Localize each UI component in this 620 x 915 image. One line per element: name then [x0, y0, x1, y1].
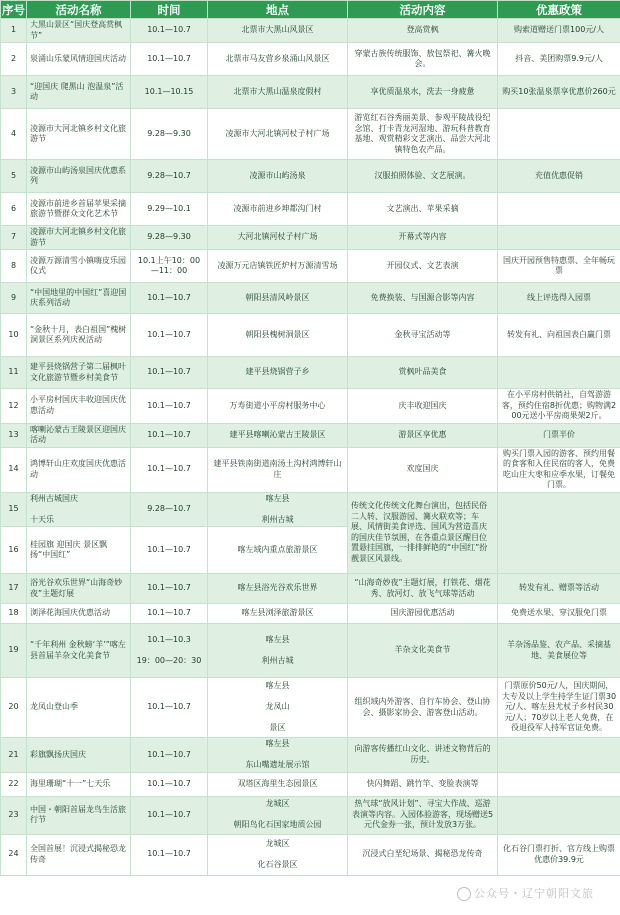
- cell-name: 浴光谷欢乐世界“山海奇妙夜”主题灯展: [27, 574, 131, 604]
- cell-policy: 充值优惠促销: [498, 160, 620, 193]
- cell-place: 喀左县 利州古城: [208, 492, 348, 527]
- cell-no: 6: [1, 193, 27, 226]
- cell-policy: 购买10张温泉票享优惠价260元: [498, 76, 620, 109]
- header-time: 时间: [131, 1, 208, 19]
- cell-name: 全国首展！沉浸式揭秘恐龙传奇: [27, 834, 131, 875]
- cell-content: 开幕式等内容: [348, 226, 498, 250]
- cell-time: 10.1—10.7: [131, 314, 208, 357]
- cell-name: 大黑山景区“国庆登高赏枫节”: [27, 19, 131, 43]
- cell-policy: 购买门票入园的游客、预约用餐的食客和入住民宿的客人，免费吃山庄大枣和应季水果，订餐免门票。: [498, 447, 620, 492]
- table-row: [1, 678, 620, 738]
- table-row: [1, 447, 620, 492]
- cell-name: 凌源市大河北镇乡村文化旅游节: [27, 109, 131, 160]
- header-no: 序号: [2, 2, 25, 17]
- cell-no: 16: [1, 527, 27, 574]
- cell-content: 金秋寻宝活动等: [348, 314, 498, 357]
- cell-policy: 免费送水果、穿汉服免门票: [498, 604, 620, 624]
- cell-time: 10.1—10.7: [131, 423, 208, 447]
- cell-content: 沉浸式白垩纪场景、揭秘恐龙传奇: [348, 834, 498, 875]
- cell-place: 凌源市山屿汤泉: [208, 160, 348, 193]
- cell-time: 9.28—10.7: [131, 160, 208, 193]
- cell-name: 泉涌山乐蒙风情迎国庆活动: [27, 43, 131, 76]
- cell-time: 10.1—10.7: [131, 604, 208, 624]
- table-row: [1, 738, 620, 773]
- cell-content: 文艺演出、苹果采摘: [348, 193, 498, 226]
- cell-content: 赏枫叶品美食: [348, 357, 498, 389]
- cell-policy: 购索道赠送门票100元/人: [498, 19, 620, 43]
- watermark: 公众号・辽宁朝阳文旅: [457, 885, 594, 901]
- cell-place: 北票市马友营乡泉涌山风景区: [208, 43, 348, 76]
- table-row: [1, 624, 620, 678]
- cell-content: 穿蒙古族传统服饰、敖包祭祀、篝火晚会。: [348, 43, 498, 76]
- cell-content: 庆丰收迎国庆: [348, 389, 498, 424]
- cell-place: 喀左县浴光谷欢乐世界: [208, 574, 348, 604]
- cell-time: 10.1—10.7: [131, 527, 208, 574]
- cell-time: 10.1—10.7: [131, 357, 208, 389]
- table-row: [1, 357, 620, 389]
- cell-content: 享优质温泉水，洗去一身疲惫: [348, 76, 498, 109]
- cell-policy: [498, 796, 620, 834]
- cell-no: 17: [1, 574, 27, 604]
- table-body: [1, 19, 620, 876]
- cell-no: 12: [1, 389, 27, 424]
- cell-place: 凌源万元店镇铁匠炉村万源清雪场: [208, 250, 348, 283]
- table-row: [1, 796, 620, 834]
- table-row: [1, 76, 620, 109]
- cell-content: 向游客传播红山文化、讲述文物背后的历史。: [348, 738, 498, 773]
- cell-place: 北票市大黑山温泉度假村: [208, 76, 348, 109]
- cell-policy: 抖音、美团购票9.9元/人: [498, 43, 620, 76]
- table-row: [1, 43, 620, 76]
- cell-place: 朝阳县清风岭景区: [208, 283, 348, 314]
- cell-name: 浏泽花海国庆优惠活动: [27, 604, 131, 624]
- cell-time: 9.28—9.30: [131, 109, 208, 160]
- cell-name: 凌源市山屿汤泉国庆优惠系列: [27, 160, 131, 193]
- cell-no: 2: [1, 43, 27, 76]
- table-row: [1, 772, 620, 796]
- cell-name: 凌源万源清雪小镇嗨皮乐园仪式: [27, 250, 131, 283]
- table-row: [1, 109, 620, 160]
- cell-time: 10.1—10.7: [131, 19, 208, 43]
- cell-policy: [498, 226, 620, 250]
- cell-no: 18: [1, 604, 27, 624]
- cell-time: 10.1—10.7: [131, 574, 208, 604]
- cell-name: “金秋十月，表白祖国”槐树洞景区系列庆祝活动: [27, 314, 131, 357]
- cell-time: 10.1上午10：00—11：00: [131, 250, 208, 283]
- table-row: [1, 389, 620, 424]
- cell-policy: 门票半价: [498, 423, 620, 447]
- cell-time: 9.29—10.1: [131, 193, 208, 226]
- table-row: [1, 160, 620, 193]
- cell-policy: 羊杂汤品鉴、农产品、采摘基地、美食展位等: [498, 624, 620, 678]
- cell-name: “中国地里的中国红”喜迎国庆系列活动: [27, 283, 131, 314]
- cell-no: 5: [1, 160, 27, 193]
- cell-place: 大河北镇河杖子村广场: [208, 226, 348, 250]
- header-name: 活动名称: [27, 1, 131, 19]
- cell-no: 10: [1, 314, 27, 357]
- cell-place: 龙城区 化石谷景区: [208, 834, 348, 875]
- cell-policy: [498, 357, 620, 389]
- cell-time: 10.1—10.7: [131, 834, 208, 875]
- table-row: [1, 250, 620, 283]
- cell-place: 喀左县浏泽旅游景区: [208, 604, 348, 624]
- cell-content: 快闪舞蹈、跳竹竿、变脸表演等: [348, 772, 498, 796]
- cell-policy: [498, 772, 620, 796]
- cell-name: 鸿博轩山庄欢度国庆优惠活动: [27, 447, 131, 492]
- cell-policy: [498, 109, 620, 160]
- cell-content: “山海奇妙夜”主题灯展，打铁花、烟花秀、放河灯、放飞气球等活动: [348, 574, 498, 604]
- cell-no: 8: [1, 250, 27, 283]
- cell-policy: 化石谷门票打折、官方线上购票优惠价39.9元: [498, 834, 620, 875]
- cell-no: 15: [1, 492, 27, 527]
- cell-name: 龙凤山登山季: [27, 678, 131, 738]
- cell-no: 19: [1, 624, 27, 678]
- cell-time: 10.1—10.3 19：00—20：30: [131, 624, 208, 678]
- cell-content: 登高赏枫: [348, 19, 498, 43]
- cell-time: 10.1—10.7: [131, 678, 208, 738]
- cell-no: 3: [1, 76, 27, 109]
- cell-content: 免费换装、与国源合影等内容: [348, 283, 498, 314]
- cell-time: 9.28—9.30: [131, 226, 208, 250]
- cell-place: 凌源市大河北镇河杖子村广场: [208, 109, 348, 160]
- cell-place: 双塔区海里生态园景区: [208, 772, 348, 796]
- cell-place: 万寿街道小平房村服务中心: [208, 389, 348, 424]
- cell-time: 10.1—10.7: [131, 283, 208, 314]
- table-row: [1, 423, 620, 447]
- cell-content: 汉服拍照体验、文艺展演。: [348, 160, 498, 193]
- cell-name: 喀喇沁蒙古王陵景区迎国庆活动: [27, 423, 131, 447]
- cell-place: 喀左县 利州古城: [208, 624, 348, 678]
- cell-place: 建平县烧锅营子乡: [208, 357, 348, 389]
- cell-place: 朝阳县槐树洞景区: [208, 314, 348, 357]
- cell-no: 7: [1, 226, 27, 250]
- cell-name: 小平房村国庆丰收迎国庆优惠活动: [27, 389, 131, 424]
- table-row: [1, 834, 620, 875]
- cell-time: 10.1—10.7: [131, 389, 208, 424]
- table-row: [1, 19, 620, 43]
- cell-no: 13: [1, 423, 27, 447]
- cell-no: 4: [1, 109, 27, 160]
- cell-content: 国庆游园优惠活动: [348, 604, 498, 624]
- cell-policy: 国庆开园预售特惠票、全年畅玩票: [498, 250, 620, 283]
- table-row: [1, 492, 620, 527]
- cell-name: 利州古城国庆 十天乐: [27, 492, 131, 527]
- cell-time: 10.1—10.7: [131, 447, 208, 492]
- cell-name: 建平县烧锅营子第二届枫叶文化旅游节暨乡村美食节: [27, 357, 131, 389]
- cell-no: 14: [1, 447, 27, 492]
- table-header: [1, 1, 620, 19]
- cell-policy: 在小平房村供销社，自驾游游客，预约住宿8折优惠；购物满200元送小平房商果架2斤。: [498, 389, 620, 424]
- cell-no: 1: [1, 19, 27, 43]
- wechat-icon: [457, 887, 471, 901]
- cell-no: 21: [1, 738, 27, 773]
- cell-name: 中国・朝阳首届龙鸟生活旅行节: [27, 796, 131, 834]
- cell-policy: 转发有礼、向祖国表白赢门票: [498, 314, 620, 357]
- cell-no: 9: [1, 283, 27, 314]
- cell-no: 24: [1, 834, 27, 875]
- cell-no: 22: [1, 772, 27, 796]
- cell-place: 喀左县 东山嘴遗址展示馆: [208, 738, 348, 773]
- cell-place: 北票市大黑山风景区: [208, 19, 348, 43]
- cell-name: 桂园旗 迎国庆 景区飘扬“中国红”: [27, 527, 131, 574]
- cell-policy: [498, 738, 620, 773]
- cell-content: 羊杂文化美食节: [348, 624, 498, 678]
- cell-content: 组织域内外游客、自行车协会、登山协会、摄影家协会、游客登山活动。: [348, 678, 498, 738]
- cell-no: 11: [1, 357, 27, 389]
- cell-place: 建平县铁南街道南汤土沟村鸿博轩山庄: [208, 447, 348, 492]
- cell-place: 喀左县 龙凤山 景区: [208, 678, 348, 738]
- cell-content: 欢度国庆: [348, 447, 498, 492]
- cell-time: 10.1—10.15: [131, 76, 208, 109]
- table-row: [1, 283, 620, 314]
- cell-place: 凌源市前进乡坤都沟门村: [208, 193, 348, 226]
- cell-policy: 转发有礼、赠票等活动: [498, 574, 620, 604]
- cell-content: 游览红石谷秀丽美景、参观平陵战役纪念馆、打卡青龙河湿地、游玩科普教育基地、观赏精彩文艺演出、品尝大河北镇特色农产品。: [348, 109, 498, 160]
- cell-no: 20: [1, 678, 27, 738]
- cell-policy: 线上评选得入园票: [498, 283, 620, 314]
- cell-no: 23: [1, 796, 27, 834]
- header-policy: 优惠政策: [498, 1, 620, 19]
- table-row: [1, 193, 620, 226]
- cell-time: 10.1—10.7: [131, 738, 208, 773]
- cell-time: 10.1—10.7: [131, 796, 208, 834]
- cell-content: 传统文化传统文化舞台演出，包括民俗二人转、汉服游园、篝火联欢等；车展、风情街美食评选、国风为营造喜庆的国庆佳节氛围，在各重点景区醒目位置悬挂国旗，一排排鲜艳的“中国红”扮靓景区风景线。: [348, 492, 498, 574]
- table-row: [1, 574, 620, 604]
- cell-content: 开园仪式、文艺表演: [348, 250, 498, 283]
- watermark-platform: 公众号: [474, 887, 510, 900]
- cell-time: 10.1—10.7: [131, 43, 208, 76]
- cell-name: 凌源市前进乡首届苹果采摘旅游节暨群众文化艺术节: [27, 193, 131, 226]
- cell-content: 热气球“放风计划”、寻宝大作战、巡游表演等内容。入园体验游客，现场赠送5元代金券一张，预计发放3万张。: [348, 796, 498, 834]
- header-content: 活动内容: [348, 1, 498, 19]
- cell-policy: [498, 492, 620, 574]
- cell-place: 喀左域内重点旅游景区: [208, 527, 348, 574]
- cell-name: 海里珊瑚“十一”七天乐: [27, 772, 131, 796]
- table-row: [1, 226, 620, 250]
- cell-name: “迎国庆 爬黑山 泡温泉”活动: [27, 76, 131, 109]
- table-row: [1, 314, 620, 357]
- cell-policy: [498, 193, 620, 226]
- cell-place: 龙城区 朝阳鸟化石国家地质公园: [208, 796, 348, 834]
- table-row: [1, 604, 620, 624]
- cell-time: 9.28—10.7: [131, 492, 208, 527]
- header-place: 地点: [208, 1, 348, 19]
- cell-place: 建平县喀喇沁蒙古王陵景区: [208, 423, 348, 447]
- cell-name: 凌源市大河北镇乡村文化旅游节: [27, 226, 131, 250]
- cell-time: 10.1—10.7: [131, 772, 208, 796]
- cell-policy: 门票原价50元/人，国庆期间，大专及以上学生持学生证门票30元/人、喀左县尤杖子乡村民30元/人；70岁以上老人免费，在役退役军人持军官证免费。: [498, 678, 620, 738]
- watermark-account: 辽宁朝阳文旅: [522, 887, 594, 900]
- cell-content: 游景区享优惠: [348, 423, 498, 447]
- cell-name: “千年利州 金秋螃‘羊’”喀左县首届羊杂文化美食节: [27, 624, 131, 678]
- cell-name: 彩旗飘扬庆国庆: [27, 738, 131, 773]
